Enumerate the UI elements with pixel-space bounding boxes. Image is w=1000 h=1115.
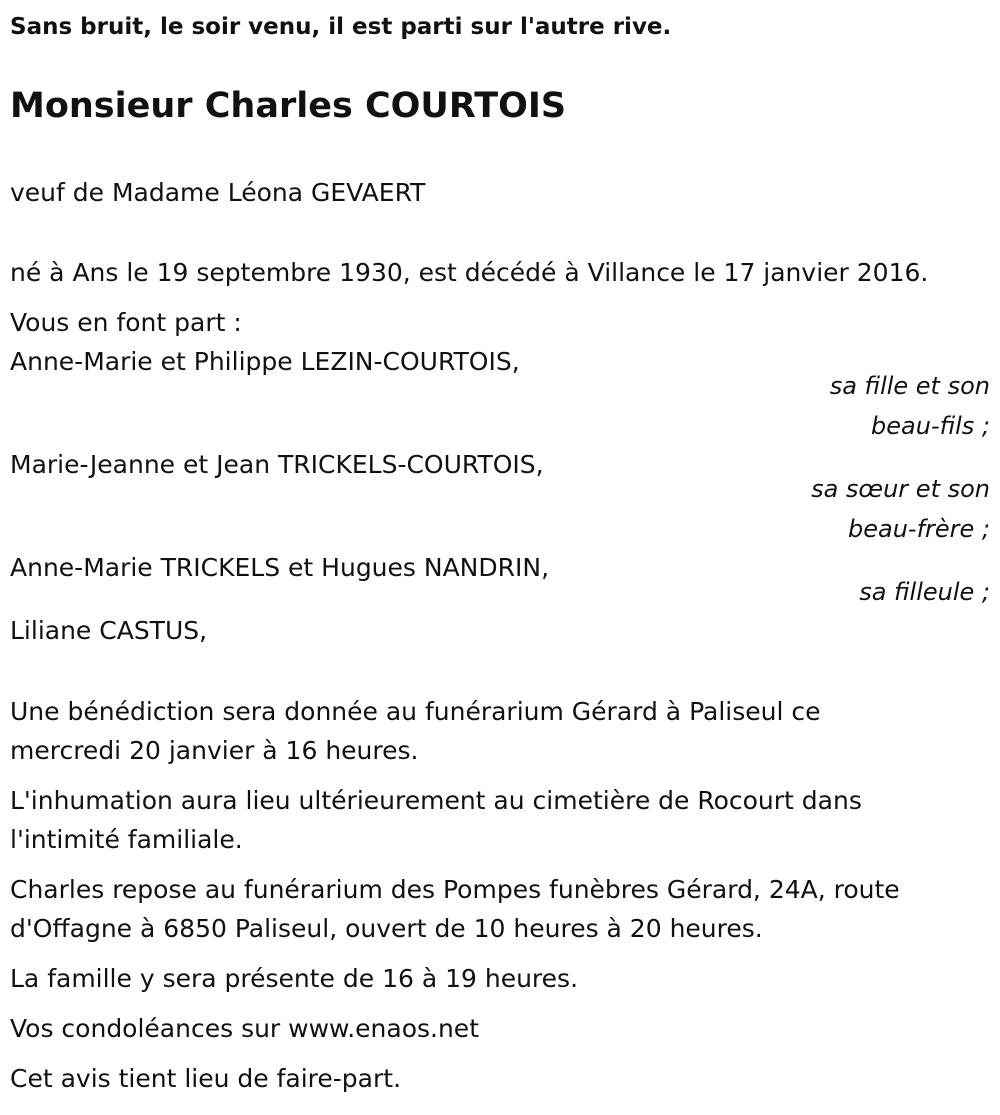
family-member-relation: beau-frère ; [847, 515, 990, 543]
family-member-names: Anne-Marie TRICKELS et Hugues NANDRIN, [10, 553, 550, 582]
family-member-relation: sa filleule ; [859, 578, 990, 606]
widowhood-line: veuf de Madame Léona GEVAERT [10, 178, 426, 207]
family-member-relation: sa sœur et son [811, 475, 990, 503]
ceremony-line: mercredi 20 janvier à 16 heures. [10, 736, 419, 765]
family-member-names: Marie-Jeanne et Jean TRICKELS-COURTOIS, [10, 450, 544, 479]
visitation-line: d'Offagne à 6850 Paliseul, ouvert de 10 heures à 20 heures. [10, 914, 763, 943]
closing-line: Cet avis tient lieu de faire-part. [10, 1064, 402, 1093]
visitation-line: Charles repose au funérarium des Pompes funèbres Gérard, 24A, route [10, 875, 900, 904]
burial-line: L'inhumation aura lieu ultérieurement au cimetière de Rocourt dans [10, 786, 862, 815]
birth-death-line: né à Ans le 19 septembre 1930, est décédé à Villance le 17 janvier 2016. [10, 258, 929, 287]
family-member-relation: beau-fils ; [871, 412, 990, 440]
epigraph: Sans bruit, le soir venu, il est parti sur l'autre rive. [10, 14, 672, 40]
burial-line: l'intimité familiale. [10, 825, 243, 854]
ceremony-line: Une bénédiction sera donnée au funérarium Gérard à Paliseul ce [10, 697, 821, 726]
condolences-line: Vos condoléances sur www.enaos.net [10, 1014, 479, 1043]
family-member-names: Liliane CASTUS, [10, 616, 208, 645]
family-member-relation: sa fille et son [829, 372, 990, 400]
deceased-name: Monsieur Charles COURTOIS [10, 86, 567, 126]
announce-intro: Vous en font part : [10, 308, 242, 337]
family-presence-line: La famille y sera présente de 16 à 19 heures. [10, 964, 579, 993]
family-member-names: Anne-Marie et Philippe LEZIN-COURTOIS, [10, 347, 520, 376]
